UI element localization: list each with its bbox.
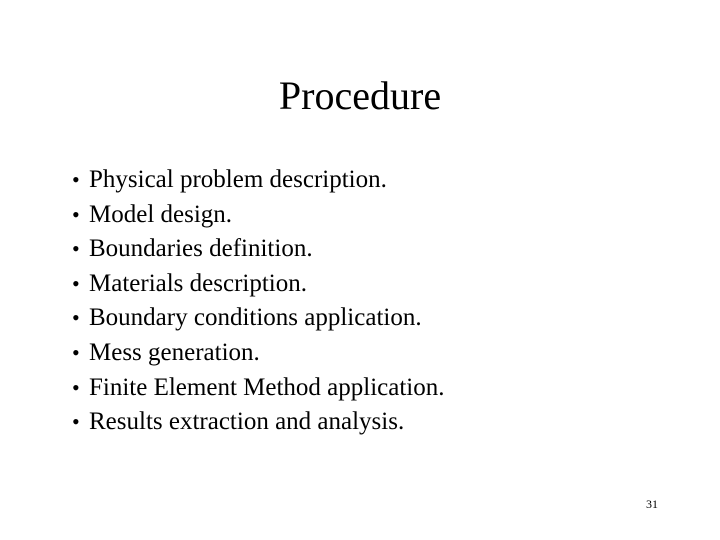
bullet-text: Finite Element Method application. [89,373,445,401]
list-item [72,163,444,198]
list-item [72,198,444,233]
bullet-icon: • [72,270,80,296]
list-item [72,232,444,267]
bullet-icon: • [72,167,80,192]
slide-title: Procedure [278,73,442,118]
bullet-text: Boundaries definition. [89,235,313,263]
bullet-text: Results extraction and analysis. [89,408,405,436]
bullet-text: Boundary conditions application. [89,304,422,332]
bullet-text: Physical problem description. [89,166,387,193]
page-number: 31 [646,497,658,511]
bullet-icon: • [72,201,80,227]
list-item [72,405,444,440]
bullet-icon: • [72,374,80,400]
bullet-icon: • [72,305,80,331]
bullet-icon: • [72,409,80,435]
list-item [72,371,444,406]
bullet-text: Materials description. [89,269,307,297]
bullet-text: Mess generation. [89,338,260,366]
list-item [72,336,444,371]
list-item [72,301,444,336]
bullet-text: Model design. [89,200,233,228]
bullet-icon: • [72,339,80,365]
bullet-icon: • [72,236,80,262]
bullet-list [72,163,444,440]
list-item [72,267,444,302]
